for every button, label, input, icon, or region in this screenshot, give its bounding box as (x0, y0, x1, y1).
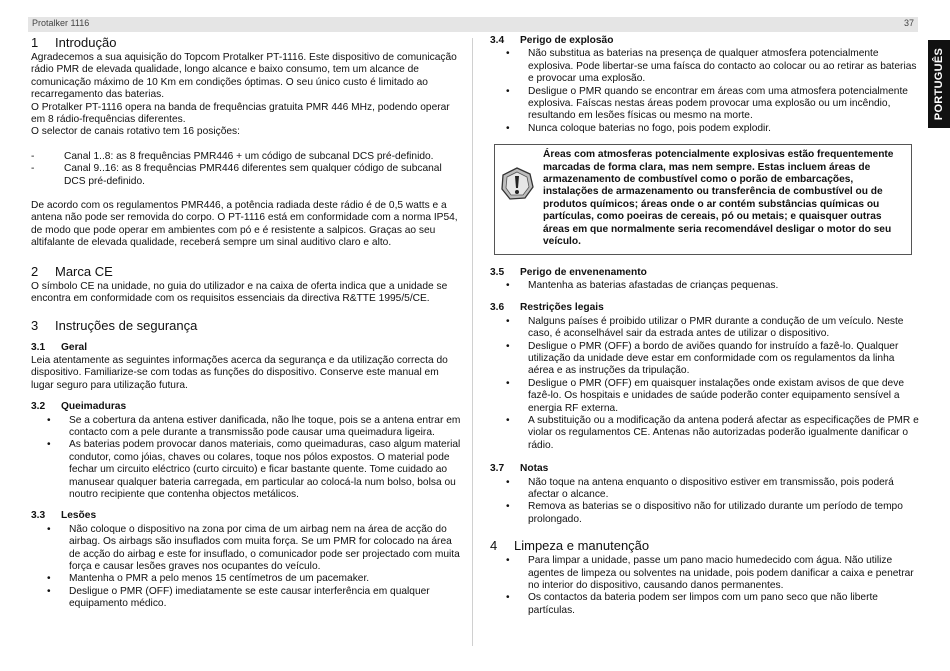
bullet-list (31, 524, 461, 611)
section-number: 3.6 (490, 302, 505, 314)
section-number: 3.5 (490, 266, 505, 278)
bullet-list (490, 280, 920, 292)
section-4-heading (490, 538, 920, 554)
list-item: • Se a cobertura da antena estiver danificada, não lhe toque, pois se a antena entrar em contacto com a pele durante a transmissão pode causar uma queimadura ligeira. (31, 415, 461, 440)
section-title: Perigo de explosão (520, 35, 614, 46)
paragraph: O selector de canais rotativo tem 16 posições: (31, 126, 240, 138)
right-column (490, 35, 920, 617)
paragraph: O símbolo CE na unidade, no guia do utilizador e na caixa de oferta indica que a unidade se encontra em conformidade com os requisitos essenciais da directiva R&TTE 1995/5/CE. (31, 280, 448, 305)
header-product-name: Protalker 1116 (32, 18, 90, 28)
section-title: Restrições legais (520, 302, 604, 314)
warning-box (494, 144, 912, 254)
section-2-heading (31, 264, 461, 280)
list-item: - Canal 9..16: as 8 frequências PMR446 diferentes sem qualquer código de subcanal DCS pré-definido. (31, 163, 461, 188)
section-title: Notas (520, 463, 549, 475)
language-tab (928, 40, 950, 128)
list-item: • Desligue o PMR (OFF) imediatamente se este causar interferência em qualquer equipamento médico. (31, 586, 461, 611)
list-item: • Para limpar a unidade, passe um pano macio humedecido com água. Não utilize agentes de limpeza ou solventes na unidade, pois podem danificar a caixa e penetrar no interior do dispositivo, causando danos permanentes. (490, 555, 920, 592)
section-3-4-heading (490, 35, 920, 47)
paragraph: De acordo com os regulamentos PMR446, a potência radiada deste rádio é de 0,5 watts e a antena não pode ser removida do corpo. O PT-1116 está em conformidade com a norma IP54, de modo que pode operar em ambientes com pó e é resistente a salpicos. Graças ao seu altifalante de elevada qualidade, receberá sempre um sinal auditivo claro e alto. (31, 200, 458, 249)
section-title: Introdução (55, 35, 117, 50)
section-title: Perigo de envenenamento (520, 266, 647, 278)
list-item: • Mantenha o PMR a pelo menos 15 centímetros de um pacemaker. (31, 573, 461, 585)
bullet-list (490, 48, 920, 135)
section-number: 2 (31, 263, 39, 279)
section-title: Geral (61, 341, 88, 353)
section-title: Lesões (61, 510, 97, 522)
list-item: • Remova as baterias se o dispositivo não for utilizado durante um período de tempo prolongado. (490, 501, 920, 526)
channel-list (31, 151, 461, 188)
paragraph: Agradecemos a sua aquisição do Topcom Protalker PT-1116. Este dispositivo de comunicação rádio PMR de elevada qualidade, longo alcance e baixo consumo, tem um alcance de comunicação máximo de 10 Km em condições óptimas. O seu único custo é limitado ao recarregamento das baterias. (31, 52, 457, 101)
page-number: 37 (903, 18, 914, 28)
paragraph: Leia atentamente as seguintes informações acerca da segurança e da utilização correcta do dispositivo. Familiarize-se com todas as funções do dispositivo. Conserve este manual em lugar seguro para utilização futura. (31, 354, 448, 391)
section-number: 3.4 (490, 35, 505, 46)
bullet-list (490, 477, 920, 527)
list-item: • Mantenha as baterias afastadas de crianças pequenas. (490, 280, 920, 292)
list-item: • As baterias podem provocar danos materiais, como queimaduras, caso algum material condutor, como jóias, chaves ou colares, toque nos pólos expostos. O material pode fechar um circuito eléctrico (curto circuito) e ficar bastante quente. Tome cuidado ao manusear qualquer bateria carregada, em particular ao colocá-la num bolso, bolsa ou noutro recipiente que contenha objectos metálicos. (31, 439, 461, 501)
section-3-7-heading (490, 463, 920, 475)
left-column (31, 35, 461, 611)
section-number: 3.2 (31, 401, 46, 413)
section-3-3-heading (31, 510, 461, 522)
section-3-6-heading (490, 302, 920, 314)
list-item: • Desligue o PMR quando se encontrar em áreas com uma atmosfera potencialmente explosiva. Faíscas nestas áreas podem provocar uma explosão ou um incêndio, resultando em lesões físicas ou mesmo na morte. (490, 86, 920, 123)
list-item: - Canal 1..8: as 8 frequências PMR446 + um código de subcanal DCS pré-definido. (31, 151, 461, 163)
section-3-heading (31, 318, 461, 334)
section-number: 3.3 (31, 510, 46, 522)
bullet-list (490, 555, 920, 617)
warning-text: Áreas com atmosferas potencialmente explosivas estão frequentemente marcadas de forma clara, mas nem sempre. Estas incluem áreas de armazenamento de combustível como o porão de embarcações, instalações de armazenamento ou transferência de combustível ou de produtos químicos; áreas onde o ar contém substâncias químicas ou partículas, como poeiras de cereais, pó ou metais; e quaisquer outras áreas em que normalmente seria recomendável desligar o motor do seu veículo. (543, 149, 894, 248)
warning-exclamation-icon (500, 167, 534, 201)
column-divider (472, 38, 473, 646)
section-3-5-heading (490, 267, 920, 279)
section-title: Marca CE (55, 263, 113, 279)
list-item: • Não substitua as baterias na presença de qualquer atmosfera potencialmente explosiva. Pode libertar-se uma faísca do contacto ao colocar ou ao retirar as baterias e provocar uma explosão. (490, 48, 920, 85)
section-title: Instruções de segurança (55, 317, 198, 333)
section-3-2-heading (31, 401, 461, 413)
bullet-list (31, 415, 461, 502)
section-number: 3 (31, 317, 39, 333)
list-item: • Não toque na antena enquanto o dispositivo estiver em transmissão, pois poderá afectar o alcance. (490, 477, 920, 502)
language-tab-label: PORTUGUÊS (933, 47, 945, 121)
list-item: • A substituição ou a modificação da antena poderá afectar as especificações de PMR e violar os regulamentos CE. Antenas não autorizadas poderão igualmente danificar o rádio. (490, 415, 920, 452)
page-header (28, 17, 918, 32)
section-number: 1 (31, 35, 39, 50)
section-1-heading (31, 35, 461, 51)
section-number: 4 (490, 538, 498, 554)
bullet-list (490, 316, 920, 452)
section-title: Limpeza e manutenção (514, 538, 650, 554)
section-number: 3.7 (490, 463, 505, 475)
section-number: 3.1 (31, 341, 46, 353)
list-item: • Desligue o PMR (OFF) a bordo de aviões quando for instruído a fazê-lo. Qualquer utilização da unidade deve estar em conformidade com os regulamentos da linha aérea e as instruções da tripulação. (490, 341, 920, 378)
section-title: Queimaduras (61, 401, 127, 413)
paragraph: O Protalker PT-1116 opera na banda de frequências gratuita PMR 446 MHz, podendo operar em 8 rádio-frequências diferentes. (31, 101, 450, 126)
list-item: • Não coloque o dispositivo na zona por cima de um airbag nem na área de acção do airbag. Os airbags são insuflados com muita força. Se um PMR for colocado na área de acção do airbag e este for insuflado, o comunicador pode ser projectado com muita força e causar lesões graves nos ocupantes do veículo. (31, 524, 461, 574)
list-item: • Nalguns países é proibido utilizar o PMR durante a condução de um veículo. Neste caso, é aconselhável sair da estrada antes de utilizar o dispositivo. (490, 316, 920, 341)
list-item: • Desligue o PMR (OFF) em quaisquer instalações onde existam avisos de que deve fazê-lo. Os hospitais e unidades de saúde poderão conter equipamento sensível a energia RF externa. (490, 378, 920, 415)
section-3-1-heading (31, 342, 461, 354)
list-item: • Os contactos da bateria podem ser limpos com um pano seco que não liberte partículas. (490, 592, 920, 617)
list-item: • Nunca coloque baterias no fogo, pois podem explodir. (490, 123, 920, 135)
